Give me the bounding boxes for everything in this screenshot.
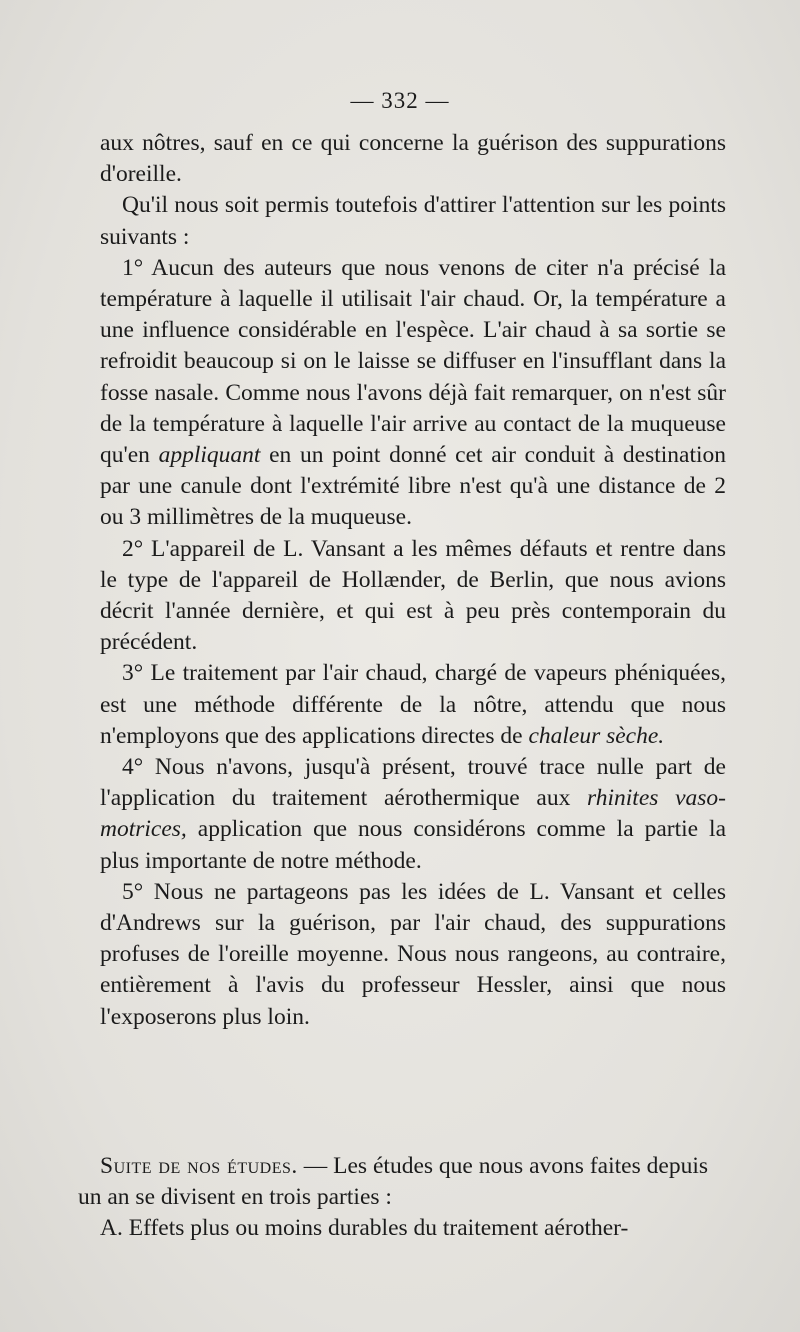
paragraph-point-5: 5° Nous ne partageons pas les idées de L. Vansant et celles d'Andrews sur la guérison, par l'air chaud, des suppurations profuses de l'oreille moyenne. Nous nous rangeons, au contraire, entièrement à l'avis du professeur Hessler, ainsi que nous l'exposerons plus loin. (100, 878, 726, 1030)
point-4-text: 4° Nous n'avons, jusqu'à présent, trouvé trace nulle part de l'application du traitement aérothermique aux (100, 754, 726, 812)
section-block (78, 1151, 708, 1245)
section-heading: Suite de nos études. (100, 1153, 298, 1179)
section-item-a: A. Effets plus ou moins durables du traitement aérother- (100, 1215, 629, 1242)
paragraph-point-4 (100, 752, 726, 877)
paragraph-point-2: 2° L'appareil de L. Vansant a les mêmes défauts et rentre dans le type de l'appareil de Hollænder, de Berlin, que nous avions décrit l'année dernière, et qui est à peu près contemporain du précédent. (100, 535, 726, 656)
section-text: — Les études que nous avons faites depuis un an se divisent en trois parties : (78, 1153, 708, 1211)
point-4-text-end: application que nous considérons comme la partie la plus importante de notre méthode. (100, 816, 726, 874)
paragraph-intro: Qu'il nous soit permis toutefois d'attirer l'attention sur les points suivants : (100, 192, 726, 250)
point-1-text-end: en un point donné cet air conduit à destination par une canule dont l'extrémité libre n'est qu'à une distance de 2 ou 3 millimètres de la muqueuse. (100, 442, 727, 531)
paragraph-point-1 (100, 253, 726, 534)
point-4-italic: rhinites vaso-motrices, (100, 785, 726, 843)
point-3-text: 3° Le traitement par l'air chaud, chargé de vapeurs phéniquées, est une méthode différente de la nôtre, attendu que nous n'employons que des applications directes de (100, 660, 726, 749)
point-1-text: 1° Aucun des auteurs que nous venons de citer n'a précisé la température à laquelle il utilisait l'air chaud. Or, la température a une influence considérable en l'espèce. L'air chaud à sa sortie se refroidit beaucoup si on le laisse se diffuser en l'insufflant dans la fosse nasale. Comme nous l'avons déjà fait remarquer, on n'est sûr de la température à laquelle l'air arrive au contact de la muqueuse qu'en (100, 254, 726, 469)
paragraph-point-3 (100, 658, 726, 752)
section-paragraph (78, 1151, 708, 1213)
body-text (100, 128, 726, 1033)
point-1-italic: appliquant (158, 442, 261, 469)
page-number: — 332 — (350, 88, 450, 113)
point-3-italic: chaleur sèche. (528, 722, 665, 749)
paragraph-continuation: aux nôtres, sauf en ce qui concerne la guérison des suppurations d'oreille. (100, 130, 726, 188)
